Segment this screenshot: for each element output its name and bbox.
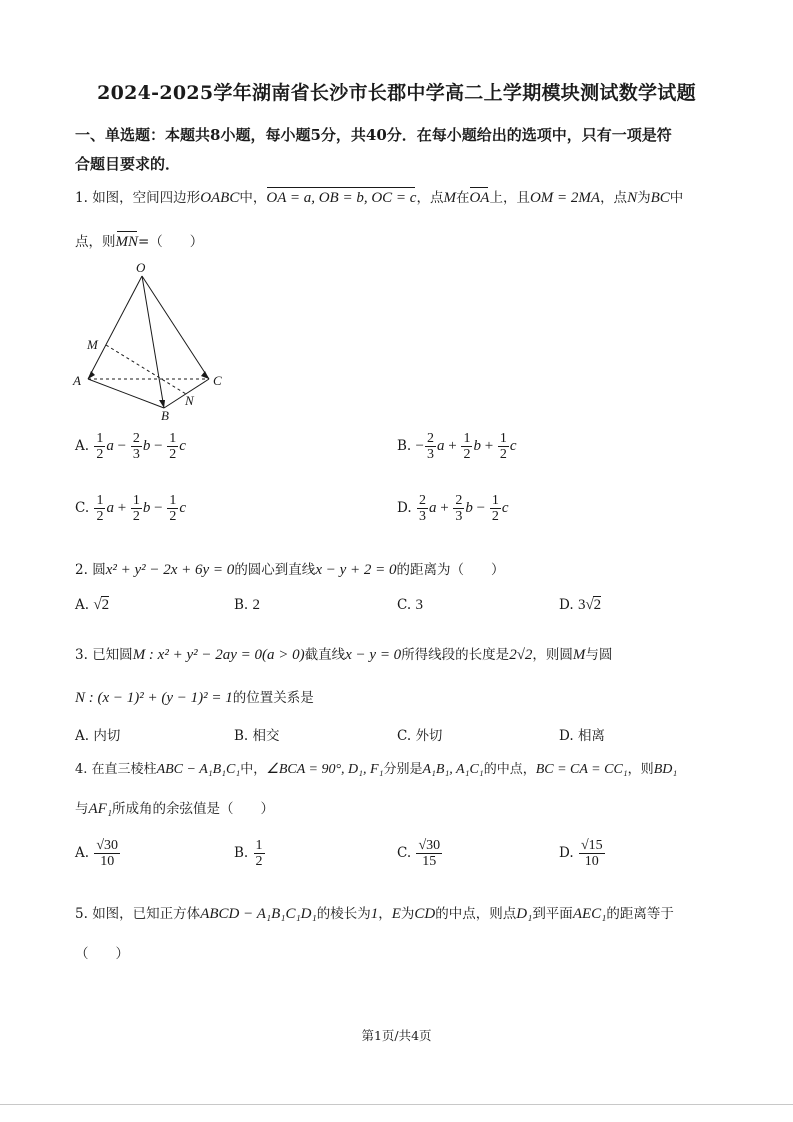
q3-text: 已知圆 [92, 647, 133, 663]
q5-cube: ABCD − A₁B₁C₁D₁ [200, 906, 317, 922]
sqrt-symbol: √ [585, 597, 594, 613]
q4-option-c-denominator: 15 [422, 854, 437, 869]
q4-edges: A₁B₁, A₁C₁ [422, 762, 484, 777]
q5-text: ， [378, 906, 392, 922]
q4-segment-af1: AF₁ [88, 801, 113, 817]
question-3-line1 [75, 643, 612, 664]
page-bottom-divider [0, 1104, 793, 1105]
q3-option-d-label: D. [559, 728, 574, 744]
q4-option-b-numerator: 1 [255, 838, 263, 853]
q4-text: 分别是 [383, 762, 423, 777]
q3-option-a-text: 内切 [93, 728, 121, 744]
q3-text: 截直线 [304, 647, 346, 663]
q1-text: 点，则 [75, 234, 116, 250]
q2-option-d-value: 3 [577, 597, 586, 613]
page-footer: 第1页/共4页 [361, 1028, 432, 1043]
q1-number: 1. [75, 190, 88, 206]
q3-text: 的位置关系是 [232, 690, 314, 706]
label-c: C [213, 373, 222, 388]
q3-text: 与圆 [585, 647, 613, 663]
q2-option-c-label: C. [397, 597, 412, 613]
section-heading-line2: 合题目要求的． [75, 155, 181, 173]
q3-circle-m-equation: M : x² + y² − 2ay = 0(a > 0) [132, 647, 305, 663]
q5-text: 的距离等于 [606, 906, 674, 922]
q1-vector-mn: MN [115, 234, 138, 250]
q4-text: 的中点， [483, 762, 536, 777]
q4-option-d-numerator: √15 [580, 838, 603, 853]
q1-text: 为 [637, 190, 651, 206]
q4-number: 4. [75, 762, 88, 777]
q1-condition: OM = 2MA [529, 190, 601, 206]
q3-number: 3. [75, 647, 88, 663]
q5-text: 的中点，则点 [435, 906, 517, 922]
arrowhead-c [201, 371, 209, 379]
q1-point-m: M [443, 190, 456, 206]
question-5-line1 [75, 902, 674, 923]
q3-text: ，则圆 [532, 647, 573, 663]
q2-option-c-value: 3 [415, 597, 423, 613]
q5-text: 的棱长为 [316, 906, 371, 922]
q1-text: =（ ） [138, 234, 204, 250]
q2-option-b[interactable] [234, 597, 260, 614]
q1-text: 在 [455, 190, 470, 206]
question-4-line1 [75, 758, 677, 778]
q1-segment-bc: BC [650, 190, 670, 206]
label-b: B [161, 408, 169, 423]
q5-plane: AEC₁ [572, 906, 607, 922]
q3-option-a[interactable] [75, 724, 120, 744]
q4-option-b-label: B. [234, 845, 249, 861]
edge-ob [142, 276, 164, 408]
q2-text: 的圆心到直线 [234, 562, 316, 578]
q4-option-b[interactable] [234, 838, 266, 869]
q2-option-b-value: 2 [252, 597, 261, 613]
q3-text: 所得线段的长度是 [401, 647, 510, 663]
q3-option-b-text: 相交 [252, 728, 280, 744]
q4-text: 中， [240, 762, 267, 777]
tetrahedron-figure [70, 258, 230, 423]
q4-option-a-denominator: 10 [100, 854, 115, 869]
q3-option-d[interactable] [559, 724, 605, 744]
q3-circle-m: M [572, 647, 586, 663]
edge-ab [88, 379, 164, 408]
q1-option-d[interactable]: D. $\frac{2}{3}$ a + $\frac{2}{3}$ b − $\frac{1}{2}$ c [397, 493, 509, 524]
q4-option-c-label: C. [397, 845, 412, 861]
q1-option-b[interactable]: B. − $\frac{2}{3}$ a + $\frac{1}{2}$ b + $\frac{1}{2}$ c [397, 431, 517, 462]
q3-option-b[interactable] [234, 724, 280, 744]
q3-option-a-label: A. [75, 728, 90, 744]
q3-circle-n-equation: N : (x − 1)² + (y − 1)² = 1 [75, 690, 233, 706]
q5-point-d1: D₁ [516, 906, 533, 922]
q2-text: 的距离为（ ） [396, 562, 505, 578]
q2-option-a[interactable] [75, 597, 109, 614]
q1-text: 中， [239, 190, 267, 206]
q5-point-e: E [391, 906, 401, 922]
q4-text: 在直三棱柱 [91, 762, 157, 777]
section-heading-line1: 一、单选题：本题共8小题，每小题5分，共40分．在每小题给出的选项中，只有一项是符 [75, 126, 672, 144]
q1-text: 中 [669, 190, 684, 206]
q4-text: 与 [75, 801, 89, 817]
q4-segment-bd1: BD₁ [653, 762, 678, 777]
q1-option-c[interactable]: C. $\frac{1}{2}$ a + $\frac{1}{2}$ b − $\frac{1}{2}$ c [75, 493, 187, 524]
q1-option-a-label: A. [75, 438, 90, 454]
q4-option-d[interactable] [559, 838, 606, 869]
q5-text: （ ） [75, 946, 129, 962]
label-n: N [185, 393, 194, 408]
q2-text: 圆 [92, 562, 106, 578]
sqrt-symbol: √ [93, 597, 102, 613]
question-3-line2 [75, 686, 314, 707]
q4-angle: ∠BCA = 90°, D₁, F₁ [266, 762, 384, 777]
q4-option-b-denominator: 2 [255, 854, 263, 869]
q1-text: 如图，空间四边形 [92, 190, 201, 206]
label-a: A [73, 373, 81, 388]
question-4-line2 [75, 797, 274, 818]
q4-option-a-numerator: √30 [96, 838, 119, 853]
label-o: O [136, 260, 146, 275]
q3-option-c-label: C. [397, 728, 412, 744]
q2-option-a-label: A. [75, 597, 90, 613]
q1-shape: OABC [200, 190, 240, 206]
q2-option-d[interactable]: D. 3√2 [559, 597, 602, 613]
q4-option-c-numerator: √30 [418, 838, 441, 853]
q2-option-b-label: B. [234, 597, 249, 613]
q2-option-a-value: 2 [101, 597, 110, 613]
q3-option-b-label: B. [234, 728, 249, 744]
arrowhead-a [88, 371, 95, 379]
q4-equal-edges: BC = CA = CC₁ [535, 762, 628, 777]
q1-option-b-label: B. [397, 438, 412, 454]
question-5-line2 [75, 942, 129, 962]
q1-option-d-label: D. [397, 500, 412, 516]
q3-option-d-text: 相离 [577, 728, 605, 744]
q5-number: 5. [75, 906, 88, 922]
q1-option-c-label: C. [75, 500, 90, 516]
q3-line-equation: x − y = 0 [345, 647, 402, 663]
q1-point-n: N [627, 190, 638, 206]
q5-text: 为 [400, 906, 415, 922]
q4-option-a[interactable] [75, 838, 121, 869]
q3-option-c[interactable] [397, 724, 442, 744]
q4-text: ，则 [627, 762, 654, 777]
q4-option-d-label: D. [559, 845, 574, 861]
q2-line-equation: x − y + 2 = 0 [315, 562, 397, 578]
question-1-line1 [75, 186, 683, 207]
edge-oa [88, 276, 142, 379]
q1-text: ，点 [416, 190, 444, 206]
q2-option-d-label: D. [559, 597, 574, 613]
q5-segment-cd: CD [414, 906, 436, 922]
q4-option-d-denominator: 10 [584, 854, 599, 869]
question-1-line2 [75, 230, 203, 251]
segment-mn-dashed [106, 345, 186, 394]
q2-number: 2. [75, 562, 88, 578]
q4-option-c[interactable] [397, 838, 443, 869]
q4-prism: ABC − A₁B₁C₁ [156, 762, 241, 777]
q1-text: ，点 [600, 190, 628, 206]
q5-edge-length: 1 [370, 906, 379, 922]
q1-text: 上，且 [489, 190, 530, 206]
page-title: 2024-2025学年湖南省长沙市长郡中学高二上学期模块测试数学试题 [97, 82, 696, 104]
label-m: M [87, 337, 98, 352]
q3-option-c-text: 外切 [415, 728, 443, 744]
q2-circle-equation: x² + y² − 2x + 6y = 0 [105, 562, 235, 578]
q5-text: 如图，已知正方体 [92, 906, 201, 922]
q1-vector-defs: OA = a, OB = b, OC = c [266, 190, 417, 206]
q5-text: 到平面 [532, 906, 573, 922]
q4-text: 所成角的余弦值是（ ） [112, 801, 275, 817]
q4-option-a-label: A. [75, 845, 90, 861]
q1-option-a[interactable]: A. $\frac{1}{2}$ a − $\frac{2}{3}$ b − $\frac{1}{2}$ c [75, 431, 186, 462]
q1-vector-oa: OA [469, 190, 490, 206]
q2-option-c[interactable] [397, 597, 423, 614]
question-2 [75, 558, 505, 579]
edge-oc [142, 276, 209, 379]
q3-chord-length: 2√2 [509, 647, 533, 663]
